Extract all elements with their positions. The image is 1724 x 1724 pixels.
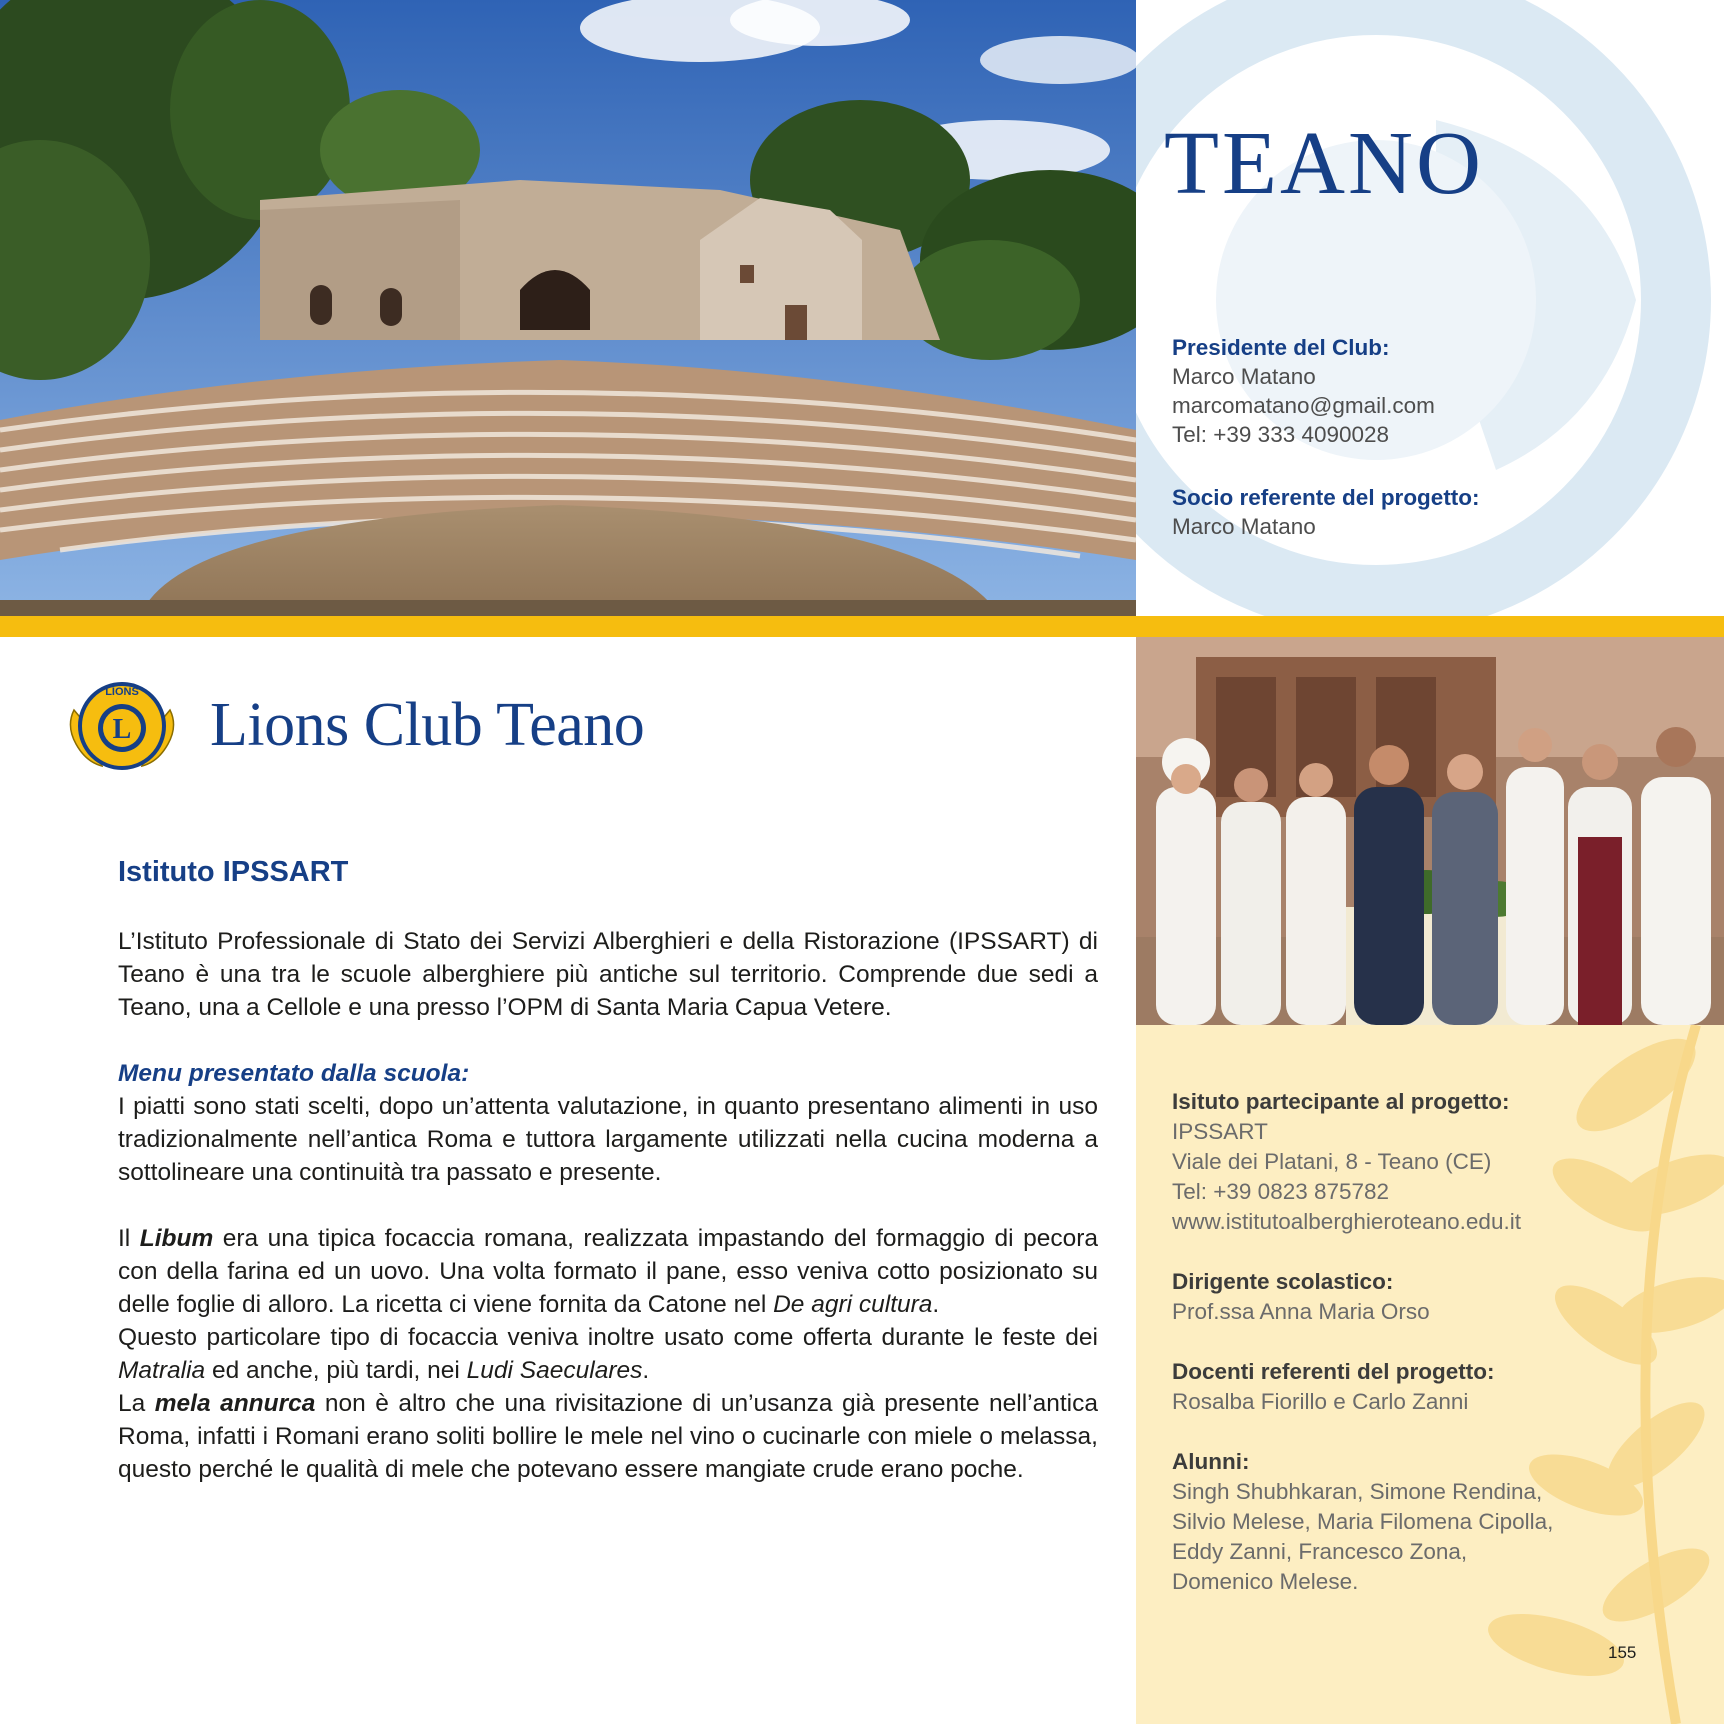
referent-label: Socio referente del progetto: — [1172, 485, 1480, 510]
mela-paragraph: La mela annurca non è altro che una rivisitazione di un’usanza già presente nell’antica Roma, infatti i Romani erano soliti bollire le mele nel vino o cucinarle con miele o melassa, questo perché le qualità di mele che potevano essere mangiate crude erano poche. — [118, 1390, 1099, 1483]
book-title: De agri cultura — [773, 1291, 933, 1318]
referent-name: Marco Matano — [1172, 514, 1316, 539]
section-title: Istituto IPSSART — [118, 856, 349, 888]
page-number: 155 — [1608, 1643, 1637, 1662]
lions-logo — [66, 670, 178, 782]
teachers-names: Rosalba Fiorillo e Carlo Zanni — [1172, 1389, 1469, 1414]
roman-theatre-photo — [0, 0, 1136, 616]
city-title: TEANO — [1164, 114, 1484, 213]
students-line-3: Eddy Zanni, Francesco Zona, — [1172, 1539, 1468, 1564]
institute-address: Viale dei Platani, 8 - Teano (CE) — [1172, 1149, 1492, 1174]
students-line-2: Silvio Melese, Maria Filomena Cipolla, — [1172, 1509, 1554, 1534]
libum-paragraph: Il Libum era una tipica focaccia romana, realizzata impastando del formaggio di pecora con della farina ed un uovo. Una volta formato il pane, esso veniva cotto posizionato su delle foglie di alloro. La ricetta ci viene fornita da Catone nel De agri cultura. — [118, 1225, 1098, 1318]
logo-letter: L — [112, 714, 132, 745]
matralia-term: Matralia — [118, 1357, 206, 1384]
principal-label: Dirigente scolastico: — [1172, 1269, 1394, 1294]
libum-term: Libum — [139, 1225, 214, 1252]
menu-paragraph: I piatti sono stati scelti, dopo un’attenta valutazione, in quanto presentano alimenti in uso tradizionalmente nell’antica Roma e tuttora largamente utilizzati nella cucina moderna a sottolineare una continuità tra passato e presente. — [118, 1093, 1098, 1186]
offering-paragraph: Questo particolare tipo di focaccia veniva inoltre usato come offerta durante le feste dei Matralia ed anche, più tardi, nei Ludi Saeculares. — [118, 1324, 1098, 1384]
teachers-block — [1172, 1357, 1495, 1417]
participants-panel — [1136, 1025, 1724, 1724]
institute-name: IPSSART — [1172, 1119, 1268, 1144]
ludi-term: Ludi Saeculares — [466, 1357, 643, 1384]
menu-heading: Menu presentato dalla scuola: — [118, 1060, 470, 1087]
project-referent-block — [1172, 483, 1480, 541]
president-label: Presidente del Club: — [1172, 335, 1390, 360]
president-email[interactable]: marcomatano@gmail.com — [1172, 393, 1435, 418]
mela-term: mela annurca — [154, 1390, 316, 1417]
institute-block — [1172, 1087, 1521, 1237]
president-name: Marco Matano — [1172, 364, 1316, 389]
principal-block — [1172, 1267, 1430, 1327]
teachers-label: Docenti referenti del progetto: — [1172, 1359, 1495, 1384]
president-phone: Tel: +39 333 4090028 — [1172, 422, 1390, 447]
section-divider — [0, 616, 1724, 637]
body-text — [118, 925, 1098, 1486]
president-block — [1172, 333, 1435, 449]
group-photo — [1136, 637, 1724, 1025]
students-line-4: Domenico Melese. — [1172, 1569, 1359, 1594]
intro-paragraph: L’Istituto Professionale di Stato dei Servizi Alberghieri e della Ristorazione (IPSSART) di Teano è una tra le scuole alberghiere più antiche sul territorio. Comprende due sedi a Teano, una a Cellole e una presso l’OPM di Santa Maria Capua Vetere. — [118, 928, 1098, 1021]
institute-label: Isituto partecipante al progetto: — [1172, 1089, 1510, 1114]
institute-website[interactable]: www.istitutoalberghieroteano.edu.it — [1172, 1209, 1521, 1234]
students-label: Alunni: — [1172, 1449, 1250, 1474]
principal-name: Prof.ssa Anna Maria Orso — [1172, 1299, 1430, 1324]
club-info-panel — [1136, 0, 1724, 616]
students-block — [1172, 1447, 1553, 1597]
logo-text: LIONS — [105, 686, 139, 698]
club-name: Lions Club Teano — [210, 691, 645, 759]
institute-phone: Tel: +39 0823 875782 — [1172, 1179, 1390, 1204]
students-line-1: Singh Shubhkaran, Simone Rendina, — [1172, 1479, 1543, 1504]
